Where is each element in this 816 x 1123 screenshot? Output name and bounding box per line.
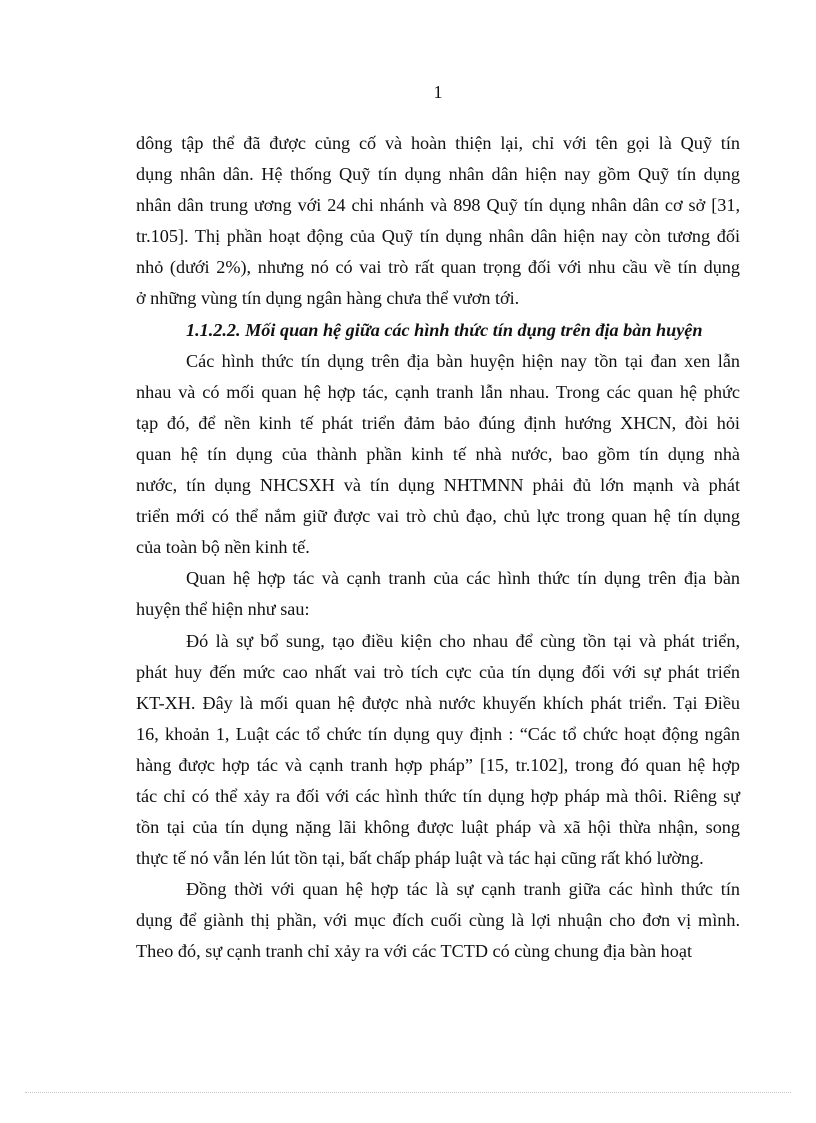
paragraph-line: nước, tín dụng NHCSXH và tín dụng NHTMNN phải đủ lớn mạnh và phát bbox=[136, 475, 740, 496]
paragraph-line: ở những vùng tín dụng ngân hàng chưa thể vươn tới. bbox=[136, 288, 520, 309]
paragraph-line: hàng được hợp tác và cạnh tranh hợp pháp” [15, tr.102], trong đó quan hệ hợp bbox=[136, 754, 740, 775]
paragraph-line: quan hệ tín dụng của thành phần kinh tế nhà nước, bao gồm tín dụng nhà bbox=[136, 443, 740, 464]
paragraph-line: Theo đó, sự cạnh tranh chỉ xảy ra với các TCTD có cùng chung địa bàn hoạt bbox=[136, 941, 692, 962]
paragraph-line: nhân dân trung ương với 24 chi nhánh và 898 Quỹ tín dụng nhân dân cơ sở [31, bbox=[136, 195, 740, 216]
paragraph-line: tr.105]. Thị phần hoạt động của Quỹ tín dụng nhân dân hiện nay còn tương đối bbox=[136, 226, 740, 247]
page-bottom-divider bbox=[25, 1092, 791, 1093]
paragraph-line: Quan hệ hợp tác và cạnh tranh của các hình thức tín dụng trên địa bàn bbox=[186, 568, 740, 589]
paragraph-line: của toàn bộ nền kinh tế. bbox=[136, 537, 310, 558]
paragraph-line: Đồng thời với quan hệ hợp tác là sự cạnh tranh giữa các hình thức tín bbox=[186, 879, 740, 900]
paragraph-line: nhau và có mối quan hệ hợp tác, cạnh tranh lẫn nhau. Trong các quan hệ phức bbox=[136, 381, 740, 402]
paragraph-line: dụng nhân dân. Hệ thống Quỹ tín dụng nhân dân hiện nay gồm Quỹ tín dụng bbox=[136, 164, 740, 185]
paragraph-line: triển mới có thể nắm giữ được vai trò chủ đạo, chủ lực trong quan hệ tín dụng bbox=[136, 506, 740, 527]
paragraph-line: dụng để giành thị phần, với mục đích cuối cùng là lợi nhuận cho đơn vị mình. bbox=[136, 910, 740, 931]
document-body bbox=[136, 128, 740, 968]
paragraph-line: Đó là sự bổ sung, tạo điều kiện cho nhau để cùng tồn tại và phát triển, bbox=[186, 630, 740, 651]
paragraph-line: 16, khoản 1, Luật các tổ chức tín dụng quy định : “Các tổ chức hoạt động ngân bbox=[136, 723, 740, 744]
section-heading: 1.1.2.2. Mối quan hệ giữa các hình thức tín dụng trên địa bàn huyện bbox=[186, 319, 703, 340]
paragraph-line: nhỏ (dưới 2%), nhưng nó có vai trò rất quan trọng đối với nhu cầu về tín dụng bbox=[136, 257, 740, 278]
paragraph-line: thực tế nó vẫn lén lút tồn tại, bất chấp pháp luật và tác hại cũng rất khó lường. bbox=[136, 848, 704, 869]
page-number: 1 bbox=[433, 82, 443, 102]
paragraph-line: tồn tại của tín dụng nặng lãi không được luật pháp và xã hội thừa nhận, song bbox=[136, 817, 740, 838]
paragraph-line: KT-XH. Đây là mối quan hệ được nhà nước khuyến khích phát triển. Tại Điều bbox=[136, 692, 740, 713]
paragraph-line: huyện thể hiện như sau: bbox=[136, 599, 310, 620]
paragraph-line: phát huy đến mức cao nhất vai trò tích cực của tín dụng đối với sự phát triển bbox=[136, 661, 740, 682]
paragraph-line: tạp đó, để nền kinh tế phát triển đảm bảo đúng định hướng XHCN, đòi hỏi bbox=[136, 412, 740, 433]
paragraph-line: Các hình thức tín dụng trên địa bàn huyện hiện nay tồn tại đan xen lẫn bbox=[186, 350, 740, 371]
paragraph-line: dông tập thể đã được củng cố và hoàn thiện lại, chỉ với tên gọi là Quỹ tín bbox=[136, 133, 740, 153]
paragraph-line: tác chỉ có thể xảy ra đối với các hình thức tín dụng hợp pháp mà thôi. Riêng sự bbox=[136, 785, 740, 806]
